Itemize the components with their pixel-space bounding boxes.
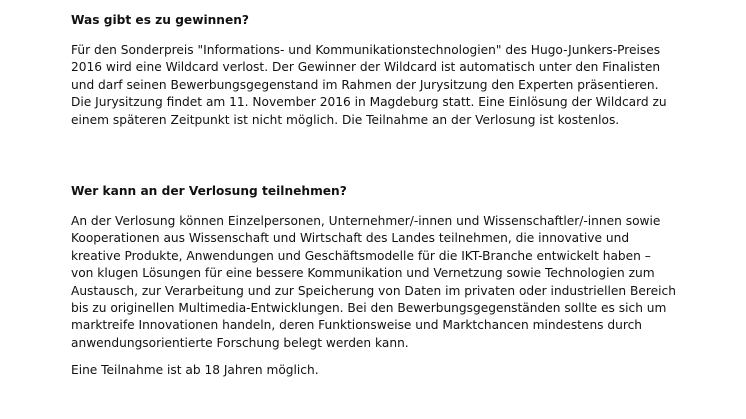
paragraph-eligibility bbox=[71, 213, 731, 352]
paragraph-line: kreative Produkte, Anwendungen und Geschäftsmodelle für die IKT-Branche entwickelt haben – bbox=[71, 248, 651, 263]
section-heading-prizes: Was gibt es zu gewinnen? bbox=[71, 13, 249, 27]
paragraph-line: Die Jurysitzung findet am 11. November 2016 in Magdeburg statt. Eine Einlösung der Wildcard zu bbox=[71, 95, 667, 110]
paragraph-line: von klugen Lösungen für eine bessere Kommunikation und Vernetzung sowie Technologien zum bbox=[71, 266, 655, 281]
paragraph-line: anwendungsorientierte Forschung belegt werden kann. bbox=[71, 335, 409, 350]
section-heading-eligibility: Wer kann an der Verlosung teilnehmen? bbox=[71, 184, 347, 198]
paragraph-prizes bbox=[71, 42, 731, 129]
paragraph-line: An der Verlosung können Einzelpersonen, Unternehmer/-innen und Wissenschaftler/-innen sowie bbox=[71, 214, 661, 228]
paragraph-line: und darf seinen Bewerbungsgegenstand im Rahmen der Jurysitzung den Experten präsentieren. bbox=[71, 77, 659, 92]
section-eligibility bbox=[71, 183, 731, 380]
age-note: Eine Teilnahme ist ab 18 Jahren möglich. bbox=[71, 363, 319, 378]
paragraph-line: Für den Sonderpreis "Informations- und Kommunikationstechnologien" des Hugo-Junkers-Preises bbox=[71, 43, 661, 57]
section-prizes bbox=[71, 12, 731, 129]
paragraph-line: 2016 wird eine Wildcard verlost. Der Gewinner der Wildcard ist automatisch unter den Finalisten bbox=[71, 60, 661, 75]
paragraph-line: Austausch, zur Verarbeitung und zur Speicherung von Daten im privaten oder industriellen Bereich bbox=[71, 283, 676, 298]
paragraph-line: Kooperationen aus Wissenschaft und Wirtschaft des Landes teilnehmen, die innovative und bbox=[71, 231, 630, 246]
paragraph-line: einem späteren Zeitpunkt ist nicht möglich. Die Teilnahme an der Verlosung ist kostenlos. bbox=[71, 112, 620, 127]
paragraph-line: marktreife Innovationen handeln, deren Funktionsweise und Marktchancen mindestens durch bbox=[71, 318, 643, 333]
paragraph-line: bis zu originellen Multimedia-Entwicklungen. Bei den Bewerbungsgegenständen sollte es sich um bbox=[71, 301, 667, 316]
